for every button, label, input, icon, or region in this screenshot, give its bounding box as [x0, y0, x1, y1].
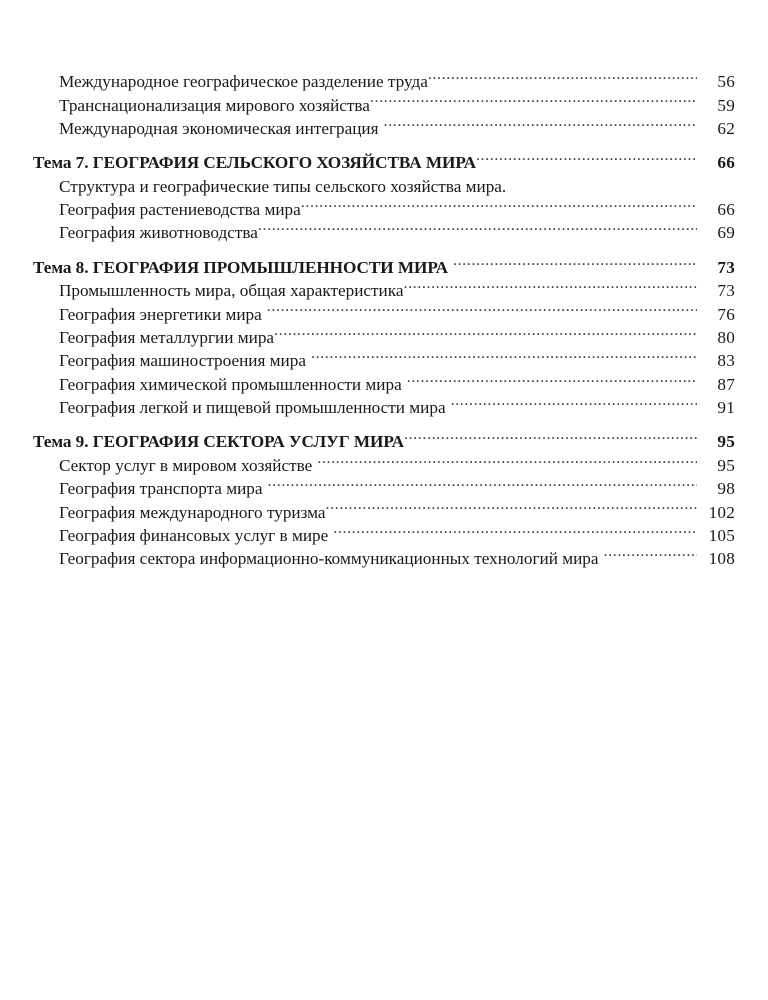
toc-entry-row[interactable] — [33, 198, 735, 221]
toc-entry-row[interactable] — [33, 117, 735, 140]
toc-entry-row[interactable] — [33, 349, 735, 372]
toc-entry-row[interactable] — [33, 524, 735, 547]
toc-page-number: 76 — [717, 304, 735, 324]
dot-leader — [370, 93, 697, 110]
dot-leader — [333, 524, 697, 541]
toc-section-title: Тема 8. ГЕОГРАФИЯ ПРОМЫШЛЕННОСТИ МИРА — [33, 257, 448, 277]
toc-entry-title: География международного туризма — [59, 502, 326, 522]
toc-page-number: 91 — [717, 398, 735, 418]
toc-entry-row[interactable] — [33, 302, 735, 325]
toc-page-number: 66 — [717, 153, 735, 173]
toc-page-number: 95 — [717, 432, 735, 452]
dot-leader — [604, 547, 697, 564]
dot-leader — [476, 151, 697, 168]
toc-page-number: 66 — [717, 199, 735, 219]
toc-page-number: 98 — [717, 479, 735, 499]
toc-page-number: 102 — [708, 502, 735, 522]
toc-entry-title: География транспорта мира — [59, 479, 263, 499]
toc-page-number: 108 — [708, 549, 735, 569]
toc-section-row[interactable] — [33, 430, 735, 453]
toc-entry-title: География металлургии мира — [59, 327, 275, 347]
toc-entry-row[interactable] — [33, 396, 735, 419]
toc-section-row[interactable] — [33, 256, 735, 279]
toc-page-number: 59 — [717, 95, 735, 115]
dot-leader — [404, 430, 697, 447]
toc-section-row[interactable] — [33, 151, 735, 174]
toc-section-title: Тема 7. ГЕОГРАФИЯ СЕЛЬСКОГО ХОЗЯЙСТВА МИРА — [33, 153, 476, 173]
toc-entry-title: Международное географическое разделение труда — [59, 72, 428, 92]
toc-entry-continuation: Структура и географические типы сельского хозяйства мира. — [59, 176, 507, 196]
toc-entry-title: География животноводства — [59, 223, 258, 243]
toc-entry-title: География сектора информационно-коммуникационных технологий мира — [59, 549, 599, 569]
toc-entry-title: Транснационализация мирового хозяйства — [59, 95, 370, 115]
toc-entry-title: Промышленность мира, общая характеристика — [59, 281, 404, 301]
toc-page-number: 83 — [717, 351, 735, 371]
dot-leader — [384, 117, 697, 134]
toc-entry-title: География растениеводства мира — [59, 199, 301, 219]
dot-leader — [317, 454, 697, 471]
toc-page-number: 105 — [708, 526, 735, 546]
dot-leader — [274, 326, 697, 343]
dot-leader — [403, 279, 697, 296]
toc-section-title: Тема 9. ГЕОГРАФИЯ СЕКТОРА УСЛУГ МИРА — [33, 432, 404, 452]
toc-entry-row[interactable] — [33, 93, 735, 116]
dot-leader — [326, 500, 697, 517]
toc-entry-title: География энергетики мира — [59, 304, 262, 324]
dot-leader — [301, 198, 697, 215]
toc-entry-row[interactable] — [33, 279, 735, 302]
dot-leader — [428, 70, 697, 87]
toc-entry-title: География химической промышленности мира — [59, 374, 402, 394]
dot-leader — [267, 302, 697, 319]
toc-entry-row[interactable] — [33, 326, 735, 349]
dot-leader — [407, 373, 697, 390]
toc-page-number: 73 — [717, 257, 735, 277]
toc-entry-title: География легкой и пищевой промышленности мира — [59, 398, 446, 418]
dot-leader — [268, 477, 697, 494]
dot-leader — [258, 221, 697, 238]
toc-page-number: 87 — [717, 374, 735, 394]
dot-leader — [451, 396, 697, 413]
toc-page-number: 69 — [717, 223, 735, 243]
toc-page-number: 73 — [717, 281, 735, 301]
toc-page-number: 95 — [717, 455, 735, 475]
toc-page-number: 80 — [717, 327, 735, 347]
toc-entry-title: География финансовых услуг в мире — [59, 526, 329, 546]
toc-entry-row[interactable] — [33, 454, 735, 477]
toc-entry-row[interactable] — [33, 547, 735, 570]
table-of-contents — [33, 70, 735, 571]
toc-entry-row[interactable] — [33, 477, 735, 500]
toc-entry-row[interactable] — [33, 373, 735, 396]
toc-entry-title: Сектор услуг в мировом хозяйстве — [59, 455, 313, 475]
dot-leader — [311, 349, 697, 366]
toc-entry-title: География машиностроения мира — [59, 351, 306, 371]
toc-entry-title: Международная экономическая интеграция — [59, 118, 379, 138]
dot-leader — [453, 256, 697, 273]
toc-entry-row[interactable] — [33, 70, 735, 93]
toc-entry-row[interactable] — [33, 500, 735, 523]
toc-page-number: 56 — [717, 72, 735, 92]
toc-entry-row[interactable] — [33, 221, 735, 244]
toc-page-number: 62 — [717, 118, 735, 138]
